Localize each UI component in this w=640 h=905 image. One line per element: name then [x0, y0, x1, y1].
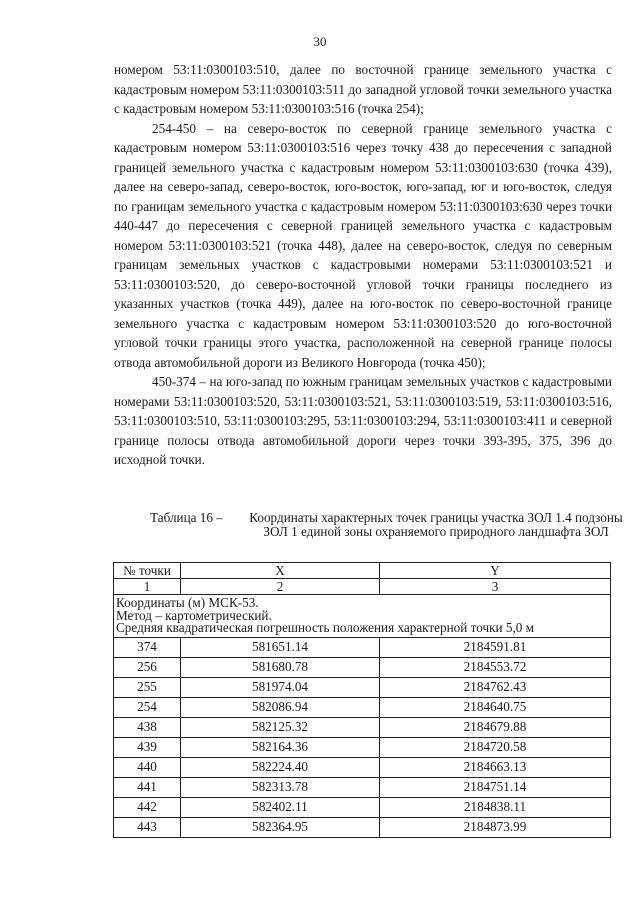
header-x: X: [181, 563, 380, 579]
y-coordinate: 2184720.58: [380, 737, 611, 757]
point-number: 441: [114, 777, 181, 797]
y-coordinate: 2184762.43: [380, 677, 611, 697]
point-number: 442: [114, 797, 181, 817]
point-number: 440: [114, 757, 181, 777]
y-coordinate: 2184553.72: [380, 657, 611, 677]
table-row: [114, 697, 611, 717]
table-row: [114, 677, 611, 697]
x-coordinate: 582224.40: [181, 757, 380, 777]
info-line-2: Метод – картометрический.: [116, 607, 272, 623]
paragraph-1: номером 53:11:0300103:510, далее по восточной границе земельного участка с кадастровым номером 53:11:0300103:511 до западной угловой точки земельного участка с кадастровым номером 53:11:0300103:516 (точка 254);: [114, 62, 612, 116]
paragraph-2: 254-450 – на северо-восток по северной границе земельного участка с кадастровым номером 53:11:0300103:516 через точку 438 до пересечения с западной границей земельного участка с кадастровым номером 53:11:0300103:630 (точка 439), далее на северо-запад, северо-восток, юго-восток, юго-запад, юг и юго-восток, следуя по границам земельного участка с кадастровым номером 53:11:0300103:630 через точки 440-447 до пересечения с северной границей земельного участка с кадастровым номером 53:11:0300103:521 (точка 448), далее на северо-восток, следуя по северным границам земельных участков с кадастровыми номерами 53:11:0300103:521 и 53:11:0300103:520, до северо-восточной угловой точки границы последнего из указанных участков (точка 449), далее на юго-восток по северо-восточной границе земельного участка с кадастровым номером 53:11:0300103:520 до юго-восточной угловой точки границы этого участка, расположенной на северной границе полосы отвода автомобильной дороги из Великого Новгорода (точка 450);: [114, 120, 612, 370]
point-number: 255: [114, 677, 181, 697]
paragraph-3: 450-374 – на юго-запад по южным границам земельных участков с кадастровыми номерами 53:11:0300103:520, 53:11:0300103:521, 53:11:0300103:519, 53:11:0300103:516, 53:11:0300103:510, 53:11:0300103:295, 53:11:0300103:294, 53:11:0300103:411 и северной границе полосы отвода автомобильной дороги через точки 393-395, 375, 396 до исходной точки.: [114, 374, 612, 467]
point-number: 254: [114, 697, 181, 717]
coordinates-table: [113, 562, 611, 838]
table-caption-label: Таблица 16 –: [150, 510, 223, 525]
table-caption-title: Координаты характерных точек границы участка ЗОЛ 1.4 подзоны ЗОЛ 1 единой зоны охраняемого природного ландшафта ЗОЛ: [249, 510, 623, 539]
x-coordinate: 582402.11: [181, 797, 380, 817]
x-coordinate: 582164.36: [181, 737, 380, 757]
point-number: 256: [114, 657, 181, 677]
x-coordinate: 582313.78: [181, 777, 380, 797]
point-number: 438: [114, 717, 181, 737]
x-coordinate: 582125.32: [181, 717, 380, 737]
body-text: [114, 60, 612, 470]
table-row: [114, 657, 611, 677]
info-line-3: Средняя квадратическая погрешность положения характерной точки 5,0 м: [116, 620, 534, 635]
x-coordinate: 581651.14: [181, 637, 380, 657]
table-row: [114, 757, 611, 777]
x-coordinate: 581680.78: [181, 657, 380, 677]
table-row: [114, 717, 611, 737]
y-coordinate: 2184838.11: [380, 797, 611, 817]
y-coordinate: 2184679.88: [380, 717, 611, 737]
point-number: 443: [114, 817, 181, 837]
table-row: [114, 737, 611, 757]
y-coordinate: 2184640.75: [380, 697, 611, 717]
x-coordinate: 582086.94: [181, 697, 380, 717]
table-column-number-row: [114, 579, 611, 595]
y-coordinate: 2184873.99: [380, 817, 611, 837]
page-number: 30: [313, 34, 327, 49]
table-row: [114, 637, 611, 657]
y-coordinate: 2184663.13: [380, 757, 611, 777]
table-row: [114, 797, 611, 817]
x-coordinate: 582364.95: [181, 817, 380, 837]
coordinate-system-info: [114, 595, 611, 638]
x-coordinate: 581974.04: [181, 677, 380, 697]
table-info-row: [114, 595, 611, 638]
y-coordinate: 2184751.14: [380, 777, 611, 797]
info-line-1: Координаты (м) МСК-53.: [116, 595, 259, 610]
table-row: [114, 817, 611, 837]
header-point-number: № точки: [114, 563, 181, 579]
table-row: [114, 777, 611, 797]
column-number-3: 3: [380, 579, 611, 595]
table-header-row: [114, 563, 611, 579]
point-number: 374: [114, 637, 181, 657]
y-coordinate: 2184591.81: [380, 637, 611, 657]
column-number-2: 2: [181, 579, 380, 595]
header-y: Y: [380, 563, 611, 579]
column-number-1: 1: [114, 579, 181, 595]
point-number: 439: [114, 737, 181, 757]
